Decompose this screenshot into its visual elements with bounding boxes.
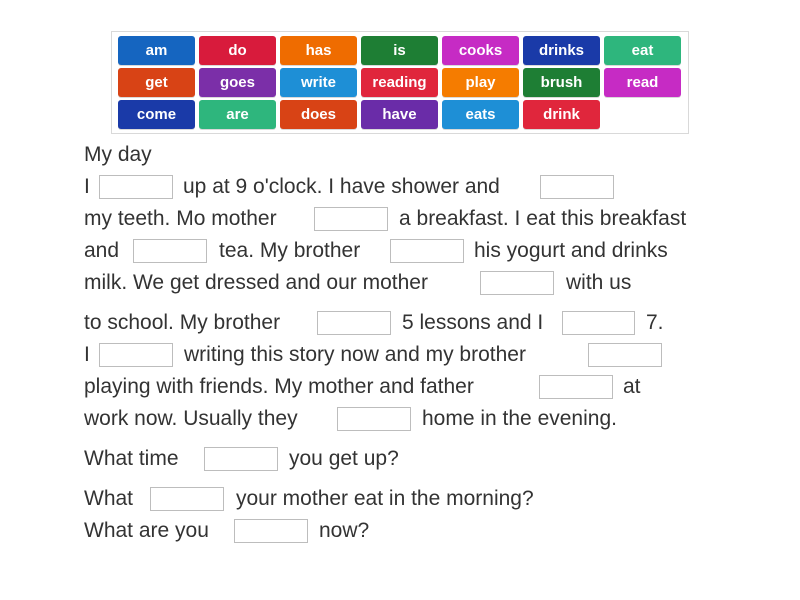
answer-blank-13[interactable] [204,447,278,471]
line-9-text-a: What time [84,447,179,470]
line-3-text-b: tea. My brother [219,239,361,262]
line-11-text-a: What are you [84,519,209,542]
line-10-text-a: What [84,487,134,510]
line-8-text-a: work now. Usually they [84,407,298,430]
word-tile-reading[interactable]: reading [361,68,438,97]
line-8-text-b: home in the evening. [422,407,617,430]
line-4-text-a: milk. We get dressed and our mother [84,271,428,294]
line-7-text-b: at [623,375,641,398]
answer-blank-11[interactable] [539,375,613,399]
word-tile-does[interactable]: does [280,100,357,129]
word-tile-drinks[interactable]: drinks [523,36,600,65]
line-2-text-b: a breakfast. I eat this breakfast [399,207,687,230]
word-tile-eats[interactable]: eats [442,100,519,129]
line-4-text-b: with us [566,271,632,294]
line-6-text-a: I [84,343,90,366]
word-bank [111,31,689,134]
answer-blank-6[interactable] [480,271,554,295]
word-tile-is[interactable]: is [361,36,438,65]
word-tile-come[interactable]: come [118,100,195,129]
answer-blank-10[interactable] [588,343,662,367]
word-tile-am[interactable]: am [118,36,195,65]
word-tile-goes[interactable]: goes [199,68,276,97]
line-10-text-b: your mother eat in the morning? [236,487,534,510]
answer-blank-15[interactable] [234,519,308,543]
passage-title: My day [84,143,152,166]
line-9-text-b: you get up? [289,447,399,470]
word-tile-drink[interactable]: drink [523,100,600,129]
word-tile-play[interactable]: play [442,68,519,97]
line-7-text-a: playing with friends. My mother and father [84,375,474,398]
line-1-text-b: up at 9 o'clock. I have shower and [183,175,500,198]
line-3-text-c: his yogurt and drinks [474,239,668,262]
answer-blank-7[interactable] [317,311,391,335]
line-1-text-a: I [84,175,90,198]
word-tile-brush[interactable]: brush [523,68,600,97]
word-tile-has[interactable]: has [280,36,357,65]
answer-blank-1[interactable] [99,175,173,199]
word-tile-write[interactable]: write [280,68,357,97]
line-3-text-a: and [84,239,120,262]
word-tile-have[interactable]: have [361,100,438,129]
line-5-text-b: 5 lessons and I [402,311,544,334]
line-6-text-b: writing this story now and my brother [184,343,526,366]
line-5-text-c: 7. [646,311,664,334]
word-tile-cooks[interactable]: cooks [442,36,519,65]
answer-blank-5[interactable] [390,239,464,263]
word-tile-read[interactable]: read [604,68,681,97]
word-tile-eat[interactable]: eat [604,36,681,65]
line-5-text-a: to school. My brother [84,311,281,334]
line-11-text-b: now? [319,519,370,542]
answer-blank-9[interactable] [99,343,173,367]
word-tile-get[interactable]: get [118,68,195,97]
answer-blank-2[interactable] [540,175,614,199]
word-tile-do[interactable]: do [199,36,276,65]
answer-blank-8[interactable] [562,311,635,335]
word-tile-are[interactable]: are [199,100,276,129]
answer-blank-14[interactable] [150,487,224,511]
answer-blank-3[interactable] [314,207,388,231]
answer-blank-4[interactable] [133,239,207,263]
line-2-text-a: my teeth. Mo mother [84,207,277,230]
answer-blank-12[interactable] [337,407,411,431]
